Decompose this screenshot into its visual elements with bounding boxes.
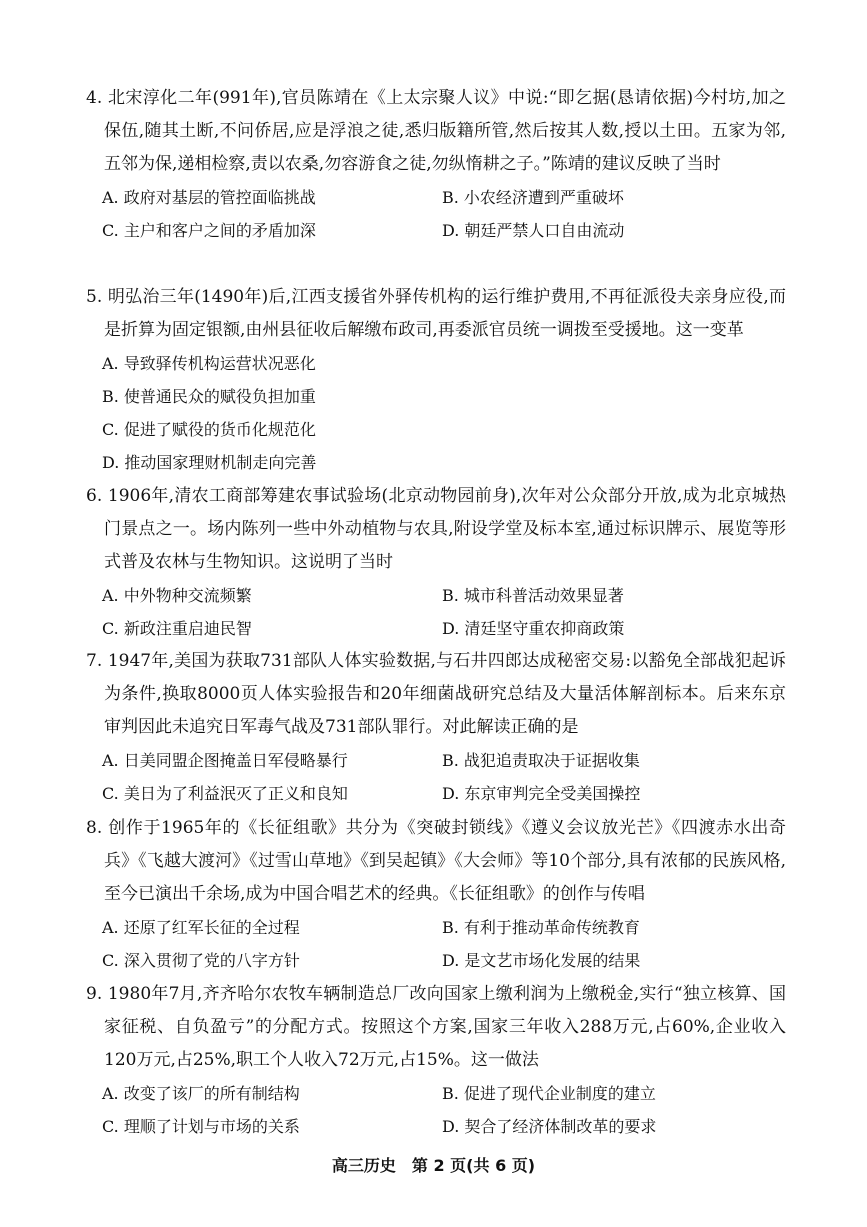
options (86, 744, 786, 810)
question-8 (86, 812, 786, 977)
option-c: C. 新政注重启迪民智 (102, 619, 252, 638)
option-b: B. 战犯追责取决于证据收集 (442, 751, 640, 770)
option-a: A. 导致驿传机构运营状况恶化 (102, 354, 316, 373)
option-b: B. 促进了现代企业制度的建立 (442, 1084, 656, 1103)
question-7 (86, 645, 786, 810)
question-6 (86, 480, 786, 645)
option-d: D. 是文艺市场化发展的结果 (442, 951, 641, 970)
option-d: D. 朝廷严禁人口自由流动 (442, 221, 625, 240)
question-9 (86, 978, 786, 1143)
option-c: C. 促进了赋役的货币化规范化 (102, 420, 316, 439)
option-c: C. 美日为了利益泯灭了正义和良知 (102, 784, 348, 803)
option-a: A. 改变了该厂的所有制结构 (102, 1084, 300, 1103)
option-a: A. 日美同盟企图掩盖日军侵略暴行 (102, 751, 348, 770)
option-d: D. 清廷坚守重农抑商政策 (442, 619, 625, 638)
option-b: B. 小农经济遭到严重破坏 (442, 188, 624, 207)
option-a: A. 中外物种交流频繁 (102, 586, 252, 605)
question-stem: 5. 明弘治三年(1490年)后,江西支援省外驿传机构的运行维护费用,不再征派役夫亲身应役,而是折算为固定银额,由州县征收后解缴布政司,再委派官员统一调拨至受援地。这一变革 (86, 287, 786, 340)
options (86, 347, 786, 479)
options (86, 911, 786, 977)
option-c: C. 深入贯彻了党的八字方针 (102, 951, 300, 970)
option-a: A. 还原了红军长征的全过程 (102, 918, 300, 937)
question-stem: 4. 北宋淳化二年(991年),官员陈靖在《上太宗聚人议》中说:“即乞据(恳请依据)今村坊,加之保伍,随其土断,不问侨居,应是浮浪之徒,悉归版籍所管,然后按其人数,授以土田。五家为邻,五邻为保,递相检察,责以农桑,勿容游食之徒,勿纵惰耕之子。”陈靖的建议反映了当时 (86, 88, 786, 174)
option-d: D. 东京审判完全受美国操控 (442, 784, 641, 803)
option-b: B. 城市科普活动效果显著 (442, 586, 624, 605)
question-4 (86, 82, 786, 247)
question-5 (86, 281, 786, 479)
question-stem: 8. 创作于1965年的《长征组歌》共分为《突破封锁线》《遵义会议放光芒》《四渡赤水出奇兵》《飞越大渡河》《过雪山草地》《到吴起镇》《大会师》等10个部分,具有浓郁的民族风格,至今已演出千余场,成为中国合唱艺术的经典。《长征组歌》的创作与传唱 (86, 818, 786, 904)
options (86, 579, 786, 645)
options (86, 1077, 786, 1143)
option-c: C. 主户和客户之间的矛盾加深 (102, 221, 316, 240)
option-b: B. 有利于推动革命传统教育 (442, 918, 640, 937)
options (86, 181, 786, 247)
question-stem: 9. 1980年7月,齐齐哈尔农牧车辆制造总厂改向国家上缴利润为上缴税金,实行“独立核算、国家征税、自负盈亏”的分配方式。按照这个方案,国家三年收入288万元,占60%,企业收入120万元,占25%,职工个人收入72万元,占15%。这一做法 (86, 984, 786, 1070)
option-d: D. 推动国家理财机制走向完善 (102, 453, 317, 472)
option-a: A. 政府对基层的管控面临挑战 (102, 188, 316, 207)
option-c: C. 理顺了计划与市场的关系 (102, 1117, 300, 1136)
question-stem: 7. 1947年,美国为获取731部队人体实验数据,与石井四郎达成秘密交易:以豁免全部战犯起诉为条件,换取8000页人体实验报告和20年细菌战研究总结及大量活体解剖标本。后来东京审判因此未追究日军毒气战及731部队罪行。对此解读正确的是 (86, 651, 786, 737)
option-b: B. 使普通民众的赋役负担加重 (102, 387, 316, 406)
page-footer: 高三历史 第 2 页(共 6 页) (331, 1156, 536, 1175)
question-stem: 6. 1906年,清农工商部筹建农事试验场(北京动物园前身),次年对公众部分开放,成为北京城热门景点之一。场内陈列一些中外动植物与农具,附设学堂及标本室,通过标识牌示、展览等形式普及农林与生物知识。这说明了当时 (86, 486, 786, 572)
option-d: D. 契合了经济体制改革的要求 (442, 1117, 657, 1136)
